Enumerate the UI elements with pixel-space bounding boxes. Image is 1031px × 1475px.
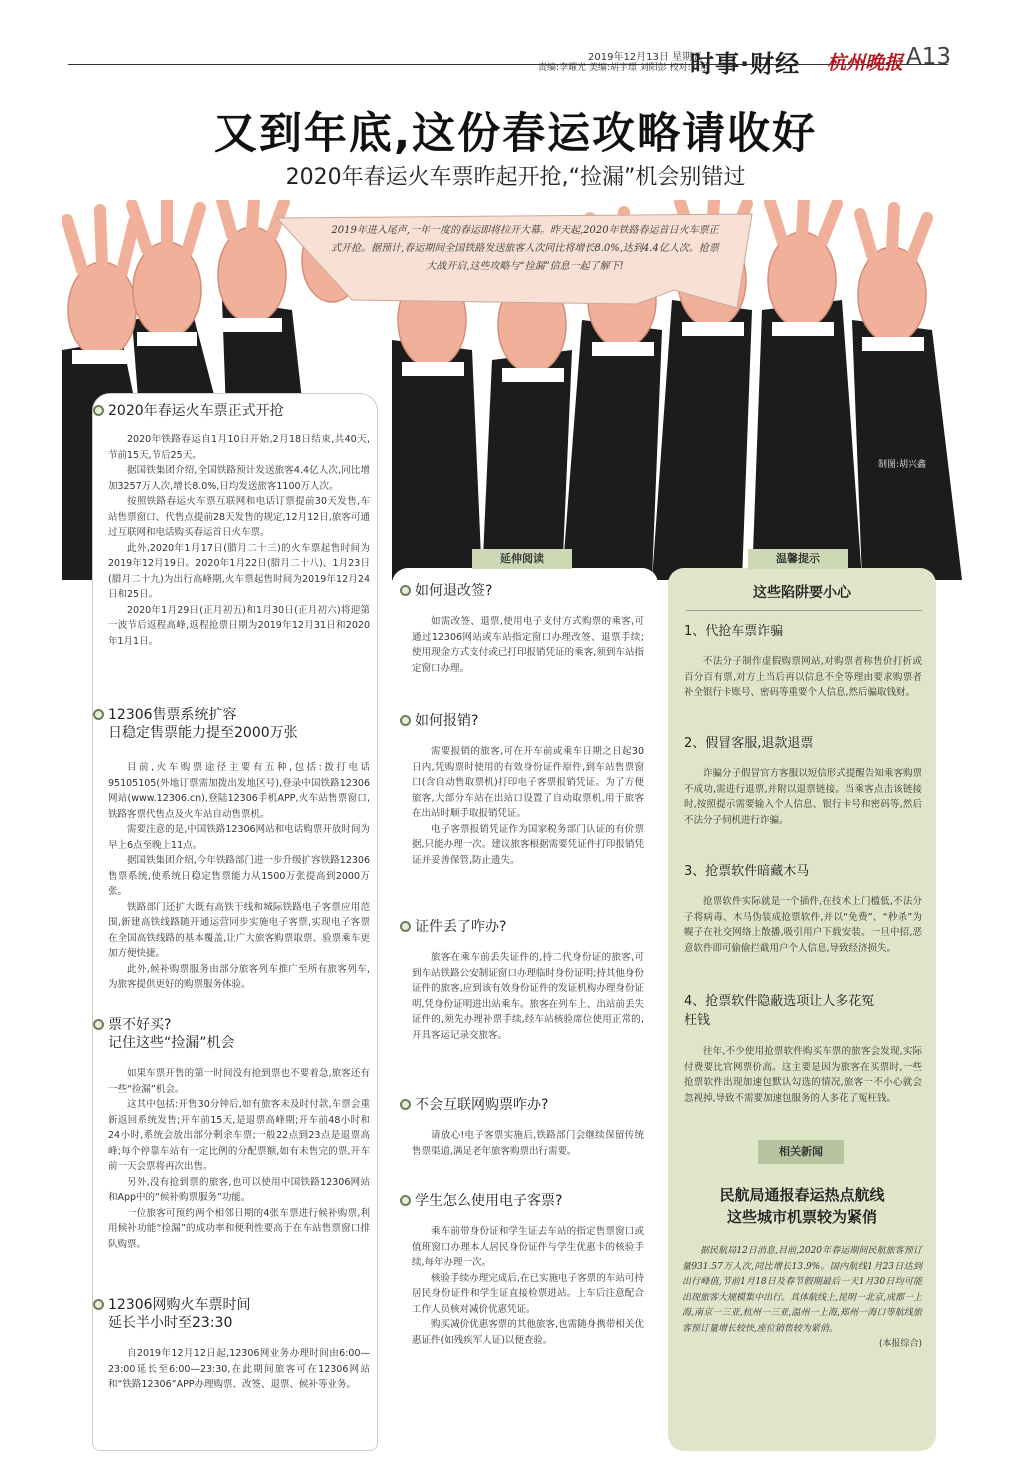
paragraph: 如需改签、退票,使用电子支付方式购票的乘客,可通过12306网站或车站指定窗口办理改签、退票手续;使用现金方式支付或已打印报销凭证的乘客,须到车站指定窗口办理。 <box>412 616 644 674</box>
tip-title: 1、代抢车票诈骗 <box>684 624 784 639</box>
paragraph: 一位旅客可预约两个相邻日期的4张车票进行候补购票,利用候补功能“捡漏”的成功率和便利性要高于在车站售票窗口排队购票。 <box>108 1207 370 1250</box>
news-source: (本报综合) <box>878 1339 922 1349</box>
paragraph: 往年,不少使用抢票软件购买车票的旅客会发现,实际付费要比官网票价高。这主要是因为旅客在买票时,一些抢票软件出现加速包默认勾选的情况,旅客一不小心就会忽视掉,导致不需要加速包服务的人多花了冤枉钱。 <box>684 1046 922 1104</box>
tip-title: 2、假冒客服,退款退票 <box>684 736 814 751</box>
related-news-body <box>682 1244 922 1353</box>
question-title: 证件丢了咋办? <box>415 918 506 936</box>
subheadline: 2020年春运火车票昨起开抢,“捡漏”机会别错过 <box>285 165 746 190</box>
paragraph: 目前,火车购票途径主要有五种,包括:拨打电话95105105(外地订票需加拨出发地区号),登录中国铁路12306网站(www.12306.cn),登陆12306手机APP,火车站售票窗口,铁路客票代售点及火车站自动售票机。 <box>108 762 370 820</box>
answer-body <box>412 950 644 1043</box>
answer-body <box>412 614 644 676</box>
paragraph: 电子客票报销凭证作为国家税务部门认证的有价票据,只能办理一次。建议旅客根据需要凭证件打印报销凭证并妥善保管,防止遗失。 <box>412 823 644 866</box>
paragraph: 乘车前带身份证和学生证去车站的指定售票窗口或值班窗口办理本人居民身份证件与学生优惠卡的核验手续,每年办理一次。 <box>412 1226 644 1268</box>
section-title: 票不好买? 记住这些“捡漏”机会 <box>108 1016 235 1052</box>
paragraph: 此外,候补购票服务由部分旅客列车推广至所有旅客列车,为旅客提供更好的购票服务体验。 <box>108 963 370 990</box>
newspaper-logo: 杭州晚报 <box>827 52 904 74</box>
tab-extended-reading: 延伸阅读 <box>472 549 572 569</box>
tips-title: 这些陷阱要小心 <box>753 585 851 601</box>
related-news-tab: 相关新闻 <box>758 1140 844 1164</box>
paragraph: 2020年铁路春运自1月10日开始,2月18日结束,共40天,节前15天,节后25天。 <box>108 434 370 461</box>
paragraph: 据国铁集团介绍,全国铁路预计发送旅客4.4亿人次,同比增加3257万人次,增长8.0%,日均发送旅客1100万人次。 <box>108 465 370 492</box>
tip-body <box>684 654 922 701</box>
paragraph: 这其中包括:开售30分钟后,如有旅客未及时付款,车票会重新返回系统发售;开车前15天,是退票高峰期;开车前48小时和24小时,系统会放出部分剩余车票;一般22点到23点是退票高峰;每个停靠车站有一定比例的分配票额,如有未售完的票,开车前一天会票将再次出售。 <box>108 1099 370 1172</box>
tip-title: 3、抢票软件暗藏木马 <box>684 864 810 879</box>
bullet-ring-icon <box>93 1019 104 1030</box>
section-body <box>108 432 370 649</box>
section-body <box>108 1346 370 1393</box>
intro-text: 2019年进入尾声,一年一度的春运即将拉开大幕。昨天起,2020年铁路春运首日火车票正式开抢。据预计,春运期间全国铁路发送旅客人次同比将增长8.0%,达到4.4亿人次。抢票大战开启,这些攻略与“捡漏”信息一起了解下! <box>331 225 719 272</box>
section-title: 12306售票系统扩容 日稳定售票能力提至2000万张 <box>108 706 298 742</box>
paragraph: 铁路部门还扩大既有高铁干线和城际铁路电子客票应用范围,新建高铁线路随开通运营同步实施电子客票,实现电子客票在全国高铁线路的基本覆盖,让广大旅客购票取票、验票乘车更加方便快捷。 <box>108 901 370 959</box>
bullet-ring-icon <box>93 709 104 720</box>
paragraph: 如果车票开售的第一时间没有抢到票也不要着急,旅客还有一些“捡漏”机会。 <box>108 1068 370 1095</box>
bullet-ring-icon <box>93 405 104 416</box>
bullet-ring-icon <box>400 1099 411 1110</box>
issue-date: 2019年12月13日 星期五 <box>588 52 703 63</box>
paragraph: 按照铁路春运火车票互联网和电话订票提前30天发售,车站售票窗口、代售点提前28天发售的规定,12月12日,旅客可通过互联网和电话购买春运首日火车票。 <box>108 496 370 538</box>
bullet-ring-icon <box>93 1299 104 1310</box>
answer-body <box>412 1224 644 1348</box>
paragraph: 自2019年12月12日起,12306网业务办理时间由6:00—23:00延长至6:00—23:30,在此期间旅客可在12306网站和“铁路12306”APP办理购票、改签、退票、候补等业务。 <box>108 1348 370 1390</box>
tip-body <box>684 1044 922 1106</box>
bullet-ring-icon <box>400 585 411 596</box>
paragraph: 需要注意的是,中国铁路12306网站和电话购票开放时间为早上6点至晚上11点。 <box>108 824 370 851</box>
section-name: 时事·财经 <box>690 50 801 78</box>
section-title: 12306网购火车票时间 延长半小时至23:30 <box>108 1296 251 1332</box>
tab-warm-tips: 温馨提示 <box>748 549 848 569</box>
question-title: 如何报销? <box>415 712 478 730</box>
section-body <box>108 760 370 993</box>
tip-body <box>684 766 922 828</box>
paragraph: 抢票软件实际就是一个插件,在技术上门槛低,不法分子将病毒、木马伪装成抢票软件,并以“免费”、“秒杀”为幌子在社交网络上散播,吸引用户下载安装。一旦中招,恶意软件即可偷偷拦截用户个人信息,导致经济损失。 <box>684 896 922 954</box>
photo-credit: 制图:胡兴鑫 <box>878 460 927 470</box>
paragraph: 需要报销的旅客,可在开车前或乘车日期之日起30日内,凭购票时使用的有效身份证件原件,到车站售票窗口(含自动售取票机)打印电子客票报销凭证。为了方便旅客,大部分车站在出站口设置了自动取票机,用于旅客在出站时顺手取报销凭证。 <box>412 746 644 819</box>
related-news-title: 民航局通报春运热点航线 这些城市机票较为紧俏 <box>719 1186 885 1226</box>
page-number: A13 <box>906 44 952 70</box>
paragraph: 请放心!电子客票实施后,铁路部门会继续保留传统售票渠道,满足老年旅客购票出行需要。 <box>412 1130 644 1157</box>
paragraph: 另外,没有抢到票的旅客,也可以使用中国铁路12306网站和App中的“候补购票服务”功能。 <box>108 1176 370 1203</box>
question-title: 不会互联网购票咋办? <box>415 1096 548 1114</box>
paragraph: 旅客在乘车前丢失证件的,持二代身份证的旅客,可到车站铁路公安制证窗口办理临时身份证明;持其他身份证件的旅客,应到该有效身份证件的发证机构办理身份证明,凭身份证明进出站乘车。旅客在列车上、出站前丢失证件的,须先办理补票手续,经车站核验席位使用正常的,开具客运记录交旅客。 <box>412 952 644 1041</box>
paragraph: 核验手续办理完成后,在已实施电子客票的车站可持居民身份证件和学生证直接检票进站。上车后注意配合工作人员核对减价优惠凭证。 <box>412 1272 644 1315</box>
bullet-ring-icon <box>400 715 411 726</box>
tips-divider <box>686 610 922 611</box>
answer-body <box>412 744 644 868</box>
paragraph: 购买减价优惠客票的其他旅客,也需随身携带相关优惠证件(如残疾军人证)以便查验。 <box>412 1319 644 1346</box>
paragraph: 诈骗分子假冒官方客服以短信形式提醒告知乘客购票不成功,需进行退票,并附以退票链接。当乘客点击该链接时,按照提示需要输入个人信息、银行卡号和密码等,然后不法分子伺机进行诈骗。 <box>684 768 922 826</box>
bullet-ring-icon <box>400 1195 411 1206</box>
paragraph: 此外,2020年1月17日(腊月二十三)的火车票起售时间为2019年12月19日。2020年1月22日(腊月二十八)、1月23日(腊月二十九)为出行高峰期,火车票起售时间为2019年12月24日和25日。 <box>108 542 370 600</box>
question-title: 如何退改签? <box>415 582 492 600</box>
paragraph: 据民航局12日消息,目前,2020年春运期间民航旅客预订量931.57万人次,同比增长13.9%。国内航线1月23日达到出行峰值,节前1月18日及春节假期最后一天1月30日均可能出现旅客大规模集中出行。具体航线上,昆明一北京,成都一上海,南京一三亚,杭州一三亚,温州一上海,郑州一海口等航线旅客预订量增长较快,座位销售较为紧俏。 <box>682 1246 922 1334</box>
tip-title: 4、抢票软件隐蔽选项让人多花冤 枉钱 <box>684 994 875 1028</box>
editor-credits: 责编:李耀光 美编:胡宇璟 刘阳彭 校对:刘星 <box>538 63 709 73</box>
paragraph: 据国铁集团介绍,今年铁路部门进一步升级扩容铁路12306售票系统,使系统日稳定售票能力从1500万张提高到2000万张。 <box>108 855 370 897</box>
headline: 又到年底,这份春运攻略请收好 <box>213 109 818 159</box>
section-body <box>108 1066 370 1252</box>
masthead-rule <box>68 64 948 65</box>
bullet-ring-icon <box>400 921 411 932</box>
answer-body <box>412 1128 644 1159</box>
tip-body <box>684 894 922 956</box>
question-title: 学生怎么使用电子客票? <box>415 1192 562 1210</box>
section-title: 2020年春运火车票正式开抢 <box>108 402 284 420</box>
paragraph: 2020年1月29日(正月初五)和1月30日(正月初六)将迎第一波节后返程高峰,返程抢票日期为2019年12月31日和2020年1月1日。 <box>108 604 370 647</box>
paragraph: 不法分子制作虚假购票网站,对购票者称售价打折或百分百有票,对方上当后再以信息不全等理由要求购票者补全银行卡账号、密码等重要个人信息,然后骗取钱财。 <box>684 656 922 698</box>
